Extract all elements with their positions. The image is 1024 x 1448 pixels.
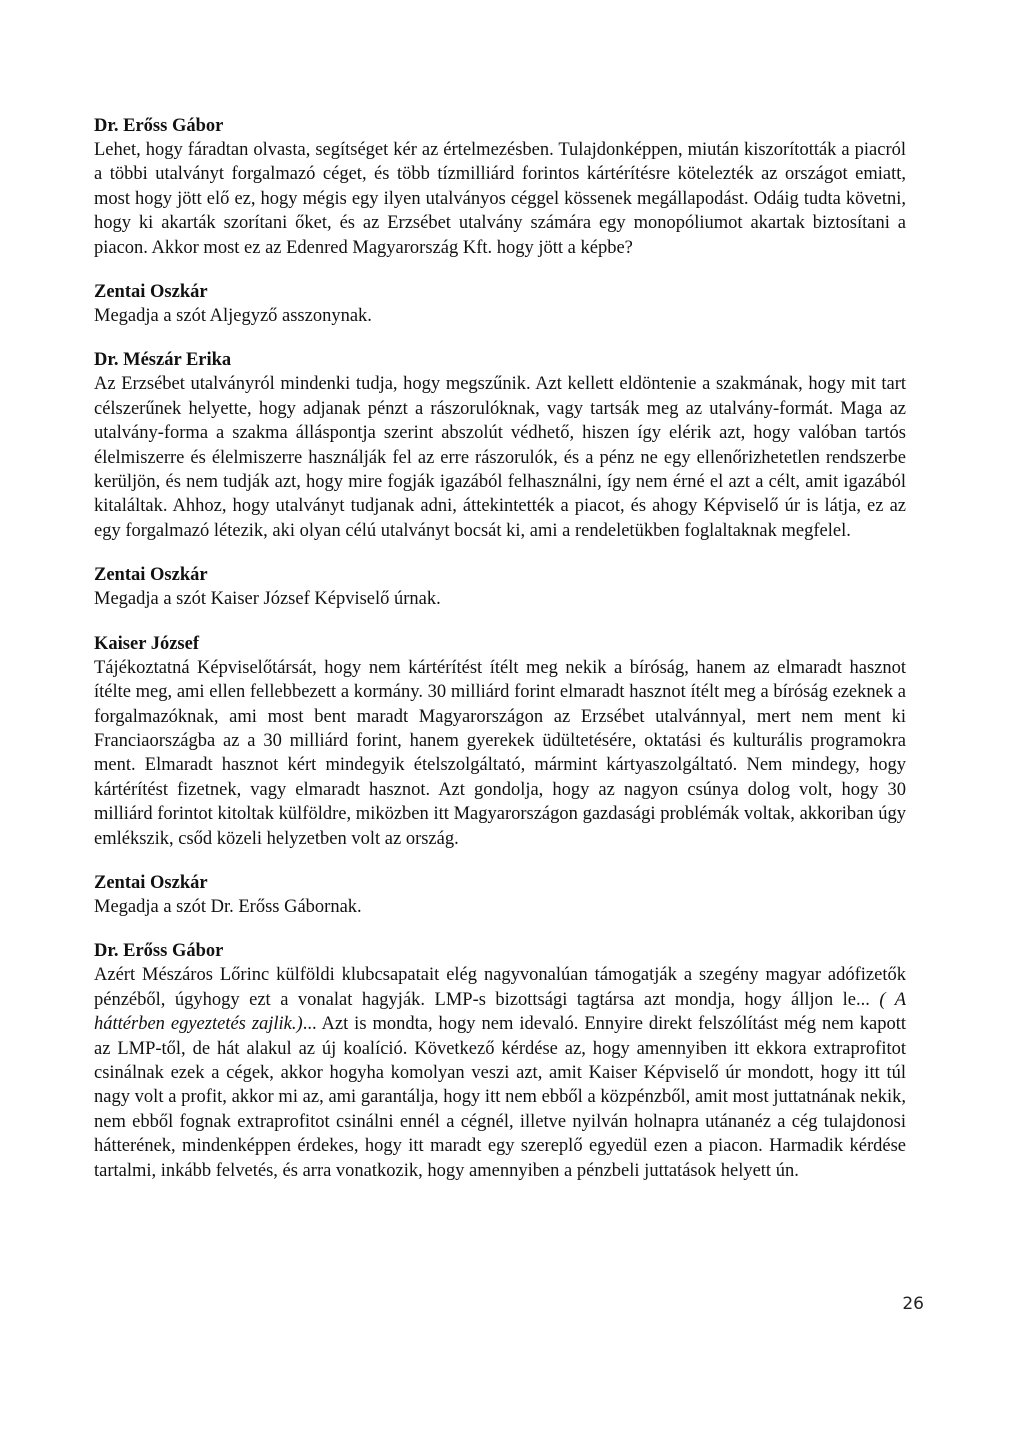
speech-block bbox=[94, 563, 906, 611]
document-body bbox=[94, 114, 906, 1203]
speech-text-part: ... Azt is mondta, hogy nem idevaló. Ennyire direkt felszólítást még nem kapott az LMP-től, de hát alakul az új koalíció. Következő kérdése az, hogy amennyiben itt ekkora extraprofitot csinálnak ezek a cégek, akkor hogyha komolyan veszi azt, amit Kaiser Képviselő úr mondott, hogy itt túl nagy volt a profit, akkor mi az, ami garantálja, hogy itt nem ebből a közpénzből, amit most juttatnának nekik, nem ebből fognak extraprofitot csinálni ennél a cégnél, illetve nyilván holnapra utánanéz a cég tulajdonosi hátterének, mindenképpen érdekes, hogy itt maradt egy szereplő egyedül ezen a piacon. Harmadik kérdése tartalmi, inkább felvetés, és arra vonatkozik, hogy amennyiben a pénzbeli juttatások helyett ún. bbox=[94, 1014, 906, 1181]
speech-text: Megadja a szót Aljegyző asszonynak. bbox=[94, 306, 372, 327]
speech-block bbox=[94, 871, 906, 919]
speech-text: Lehet, hogy fáradtan olvasta, segítséget kér az értelmezésben. Tulajdonképpen, miután kiszorították a piacról a többi utalványt forgalmazó céget, és több tízmilliárd forintos kártérítésre kötelezték az országot emiatt, most hogy jött elő ez, hogy mégis egy ilyen utalványos céggel kössenek megállapodást. Odáig tudta követni, hogy ki akarták szorítani őket, és az Erzsébet utalvány számára egy monopóliumot akartak biztosítani a piacon. Akkor most ez az Edenred Magyarország Kft. hogy jött a képbe? bbox=[94, 140, 906, 258]
speech-block bbox=[94, 348, 906, 543]
speech-block bbox=[94, 632, 906, 851]
speech-block bbox=[94, 114, 906, 260]
speaker-name: Kaiser József bbox=[94, 633, 199, 654]
speech-text bbox=[94, 963, 906, 1183]
speaker-name: Dr. Erőss Gábor bbox=[94, 941, 224, 962]
speech-block bbox=[94, 939, 906, 1183]
speaker-name: Dr. Mészár Erika bbox=[94, 350, 232, 371]
speaker-name: Dr. Erőss Gábor bbox=[94, 116, 224, 136]
speaker-name: Zentai Oszkár bbox=[94, 565, 208, 586]
speech-block bbox=[94, 280, 906, 328]
speech-text: Az Erzsébet utalványról mindenki tudja, hogy megszűnik. Azt kellett eldöntenie a szakmának, hogy mit tart célszerűnek helyette, hogy adjanak pénzt a rászorulóknak, vagy tartsák meg az utalvány-formát. Maga az utalvány-forma a szakma álláspontja szerint abszolút védhető, hiszen így elérik azt, hogy valóban tartós élelmiszerre és élelmiszerre használják fel az erre rászorulók, és a pénz ne egy ellenőrizhetetlen rendszerbe kerüljön, és nem tudják azt, hogy mire fogják igazából felhasználni, így nem érné el azt a célt, amit igazából kitaláltak. Ahhoz, hogy utalványt tudjanak adni, áttekintették a piacot, és ahogy Képviselő úr is látja, ez az egy forgalmazó létezik, aki olyan célú utalványt bocsát ki, ami a rendeletükben foglaltaknak megfelel. bbox=[94, 374, 906, 541]
speech-text-part: Azért Mészáros Lőrinc külföldi klubcsapatait elég nagyvonalúan támogatják a szegény magyar adófizetők pénzéből, úgyhogy ezt a vonalat hagyják. LMP-s bizottsági tagtársa azt mondja, hogy álljon le... bbox=[94, 965, 906, 1010]
speech-text: Megadja a szót Dr. Erőss Gábornak. bbox=[94, 896, 362, 917]
speaker-name: Zentai Oszkár bbox=[94, 872, 208, 893]
speech-text: Megadja a szót Kaiser József Képviselő úrnak. bbox=[94, 589, 441, 610]
speaker-name: Zentai Oszkár bbox=[94, 282, 208, 303]
speech-text: Tájékoztatná Képviselőtársát, hogy nem kártérítést ítélt meg nekik a bíróság, hanem az elmaradt hasznot ítélte meg, ami ellen fellebbezett a kormány. 30 milliárd forint elmaradt hasznot ítélt meg a bíróság ezeknek a forgalmazóknak, ami most bent maradt Magyarországon az Erzsébet utalvánnyal, mert nem ment ki Franciaországba az a 30 milliárd forint, hanem gyerekek üdültetésére, oktatási és kulturális programokra ment. Elmaradt hasznot kért mindegyik ételszolgáltató, mármint kártyaszolgáltató. Nem mindegy, hogy kártérítést fizetnek, vagy elmaradt hasznot. Azt gondolja, hogy az nagyon csúnya dolog volt, hogy 30 milliárd forintot kitoltak külföldre, miközben itt Magyarországon gazdasági problémák voltak, akkoriban úgy emlékszik, csőd közeli helyzetben volt az ország. bbox=[94, 657, 906, 849]
page-number: 26 bbox=[902, 1294, 924, 1314]
stage-direction: ( A háttérben egyeztetés zajlik.) bbox=[94, 989, 906, 1035]
